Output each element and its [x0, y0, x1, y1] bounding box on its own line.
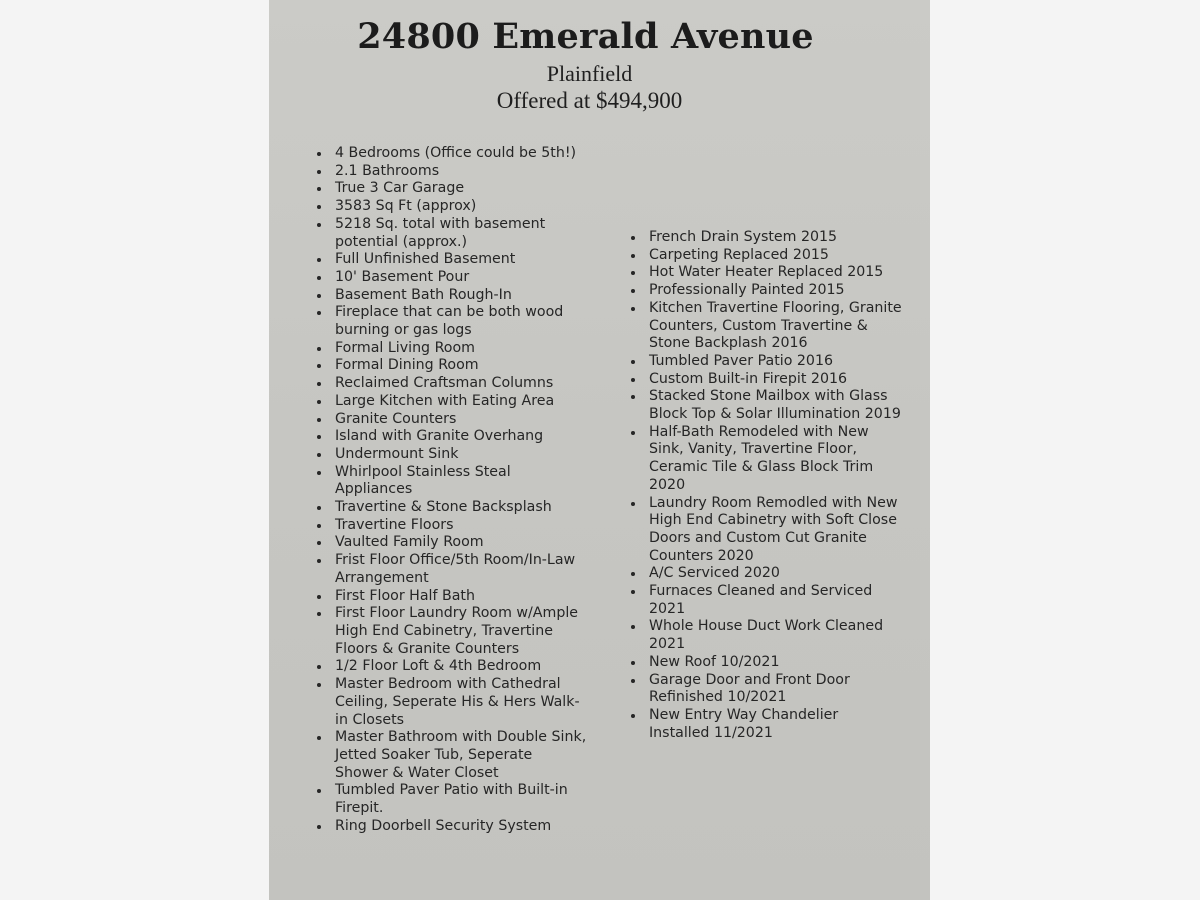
list-item: Large Kitchen with Eating Area [317, 393, 587, 411]
property-address-title: 24800 Emerald Avenue [357, 16, 814, 57]
list-item: Granite Counters [317, 411, 587, 429]
list-item: Whole House Duct Work Cleaned 2021 [631, 618, 903, 653]
offer-price: Offered at $494,900 [496, 88, 683, 113]
list-item: Professionally Painted 2015 [631, 282, 903, 300]
list-item: Island with Granite Overhang [317, 428, 587, 446]
features-list-right [631, 229, 903, 742]
list-item: Kitchen Travertine Flooring, Granite Counters, Custom Travertine & Stone Backplash 2016 [631, 300, 903, 353]
list-item: New Roof 10/2021 [631, 654, 903, 672]
list-item: Stacked Stone Mailbox with Glass Block Top & Solar Illumination 2019 [631, 388, 903, 423]
list-item: Formal Living Room [317, 340, 587, 358]
list-item: Garage Door and Front Door Refinished 10/2021 [631, 672, 903, 707]
list-item: Furnaces Cleaned and Serviced 2021 [631, 583, 903, 618]
list-item: Full Unfinished Basement [317, 251, 587, 269]
list-item: Basement Bath Rough-In [317, 287, 587, 305]
list-item: 5218 Sq. total with basement potential (approx.) [317, 216, 587, 251]
features-list-left [317, 145, 587, 835]
list-item: 10' Basement Pour [317, 269, 587, 287]
list-item: Half-Bath Remodeled with New Sink, Vanity, Travertine Floor, Ceramic Tile & Glass Block Trim 2020 [631, 424, 903, 495]
list-item: 2.1 Bathrooms [317, 163, 587, 181]
list-item: Reclaimed Craftsman Columns [317, 375, 587, 393]
list-item: French Drain System 2015 [631, 229, 903, 247]
list-item: Formal Dining Room [317, 357, 587, 375]
list-item: Custom Built-in Firepit 2016 [631, 371, 903, 389]
list-item: Master Bathroom with Double Sink, Jetted Soaker Tub, Seperate Shower & Water Closet [317, 729, 587, 782]
list-item: Travertine Floors [317, 517, 587, 535]
list-item: Carpeting Replaced 2015 [631, 247, 903, 265]
list-item: 4 Bedrooms (Office could be 5th!) [317, 145, 587, 163]
list-item: Whirlpool Stainless Steal Appliances [317, 464, 587, 499]
list-item: New Entry Way Chandelier Installed 11/2021 [631, 707, 903, 742]
list-item: Undermount Sink [317, 446, 587, 464]
list-item: Travertine & Stone Backsplash [317, 499, 587, 517]
list-item: Vaulted Family Room [317, 534, 587, 552]
list-item: Master Bedroom with Cathedral Ceiling, Seperate His & Hers Walk-in Closets [317, 676, 587, 729]
city-subtitle: Plainfield [546, 61, 633, 86]
list-item: True 3 Car Garage [317, 180, 587, 198]
list-item: Fireplace that can be both wood burning or gas logs [317, 304, 587, 339]
list-item: A/C Serviced 2020 [631, 565, 903, 583]
list-item: Hot Water Heater Replaced 2015 [631, 264, 903, 282]
list-item: 3583 Sq Ft (approx) [317, 198, 587, 216]
list-item: Tumbled Paver Patio 2016 [631, 353, 903, 371]
list-item: Frist Floor Office/5th Room/In-Law Arrangement [317, 552, 587, 587]
list-item: Ring Doorbell Security System [317, 818, 587, 836]
listing-flyer-photo [269, 0, 930, 900]
list-item: Laundry Room Remodled with New High End Cabinetry with Soft Close Doors and Custom Cut Granite Counters 2020 [631, 495, 903, 566]
list-item: First Floor Laundry Room w/Ample High End Cabinetry, Travertine Floors & Granite Counters [317, 605, 587, 658]
list-item: Tumbled Paver Patio with Built-in Firepit. [317, 782, 587, 817]
list-item: First Floor Half Bath [317, 588, 587, 606]
list-item: 1/2 Floor Loft & 4th Bedroom [317, 658, 587, 676]
